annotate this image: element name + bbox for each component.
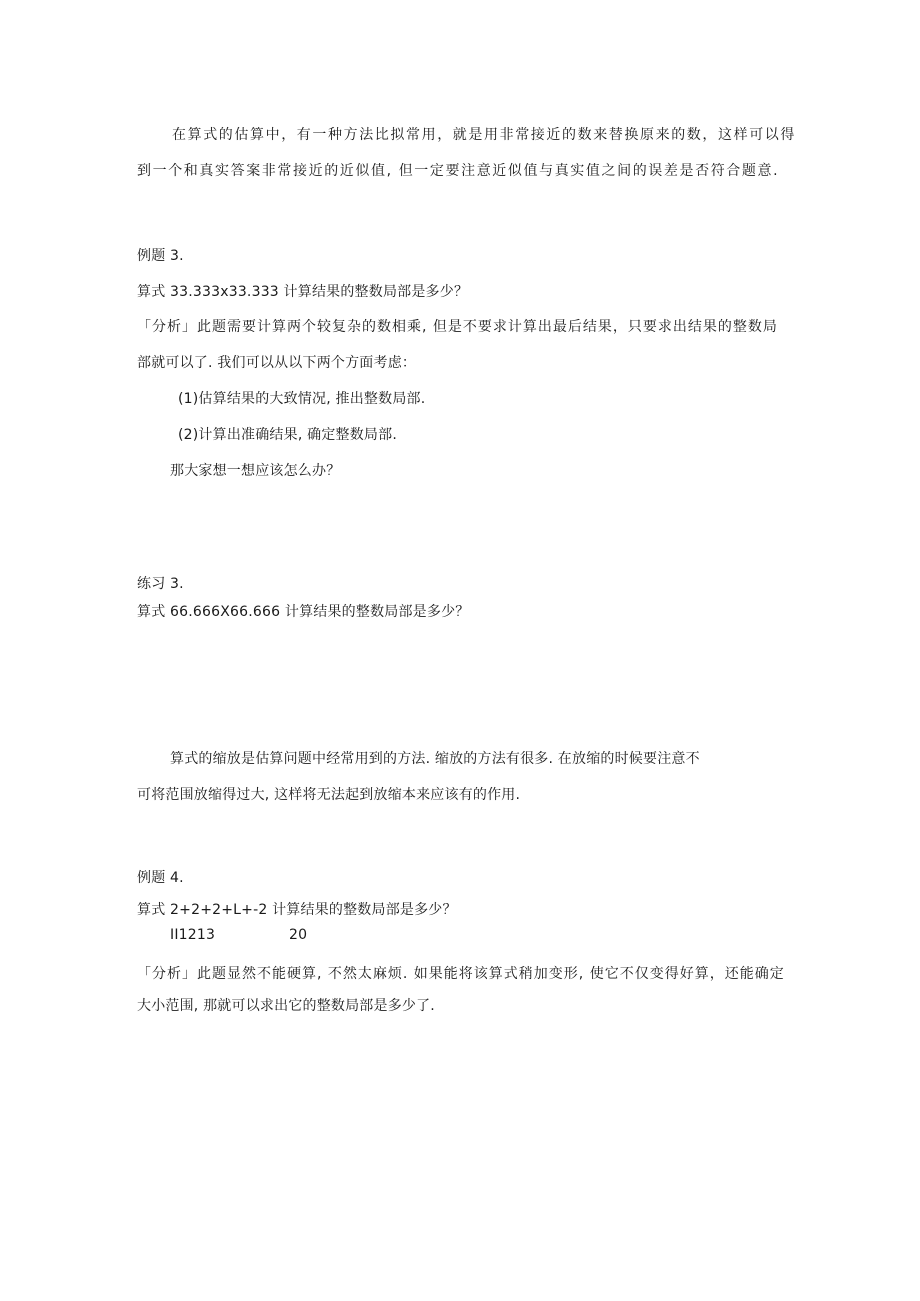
example4-analysis-line-2: 大小范围, 那就可以求出它的整数局部是多少了. [137,998,435,1014]
example3-item-1: (1)估算结果的大致情况, 推出整数局部. [178,391,426,407]
example4-analysis-line-1: 「分析」此题显然不能硬算, 不然太麻烦. 如果能将该算式稍加变形, 使它不仅变得好算，还能确定 [137,966,785,982]
scaling-line-1: 算式的缩放是估算问题中经常用到的方法. 缩放的方法有很多. 在放缩的时候要注意不 [170,751,700,767]
practice3-title: 练习 3. [137,576,184,592]
example4-question: 算式 2+2+2+L+-2 计算结果的整数局部是多少？ [137,902,457,918]
example3-prompt: 那大家想一想应该怎么办？ [170,463,341,479]
example3-question: 算式 33.333x33.333 计算结果的整数局部是多少？ [137,284,469,300]
example3-title: 例题 3. [137,248,184,264]
intro-line-1: 在算式的估算中，有一种方法比拟常用，就是用非常接近的数来替换原来的数，这样可以得 [172,127,796,143]
practice3-question: 算式 66.666X66.666 计算结果的整数局部是多少？ [137,604,470,620]
example4-subscript-left: II1213 [170,927,216,943]
example3-item-2: (2)计算出准确结果, 确定整数局部. [178,427,397,443]
example4-title: 例题 4. [137,870,184,886]
example3-analysis-line-1: 「分析」此题需要计算两个较复杂的数相乘, 但是不要求计算出最后结果，只要求出结果的整数局 [137,319,778,335]
example4-subscript-right: 20 [289,927,308,943]
example3-analysis-line-2: 部就可以了. 我们可以从以下两个方面考虑： [137,355,417,371]
scaling-line-2: 可将范围放缩得过大, 这样将无法起到放缩本来应该有的作用. [137,787,521,803]
intro-line-2: 到一个和真实答案非常接近的近似值, 但一定要注意近似值与真实值之间的误差是否符合题意. [137,163,780,179]
